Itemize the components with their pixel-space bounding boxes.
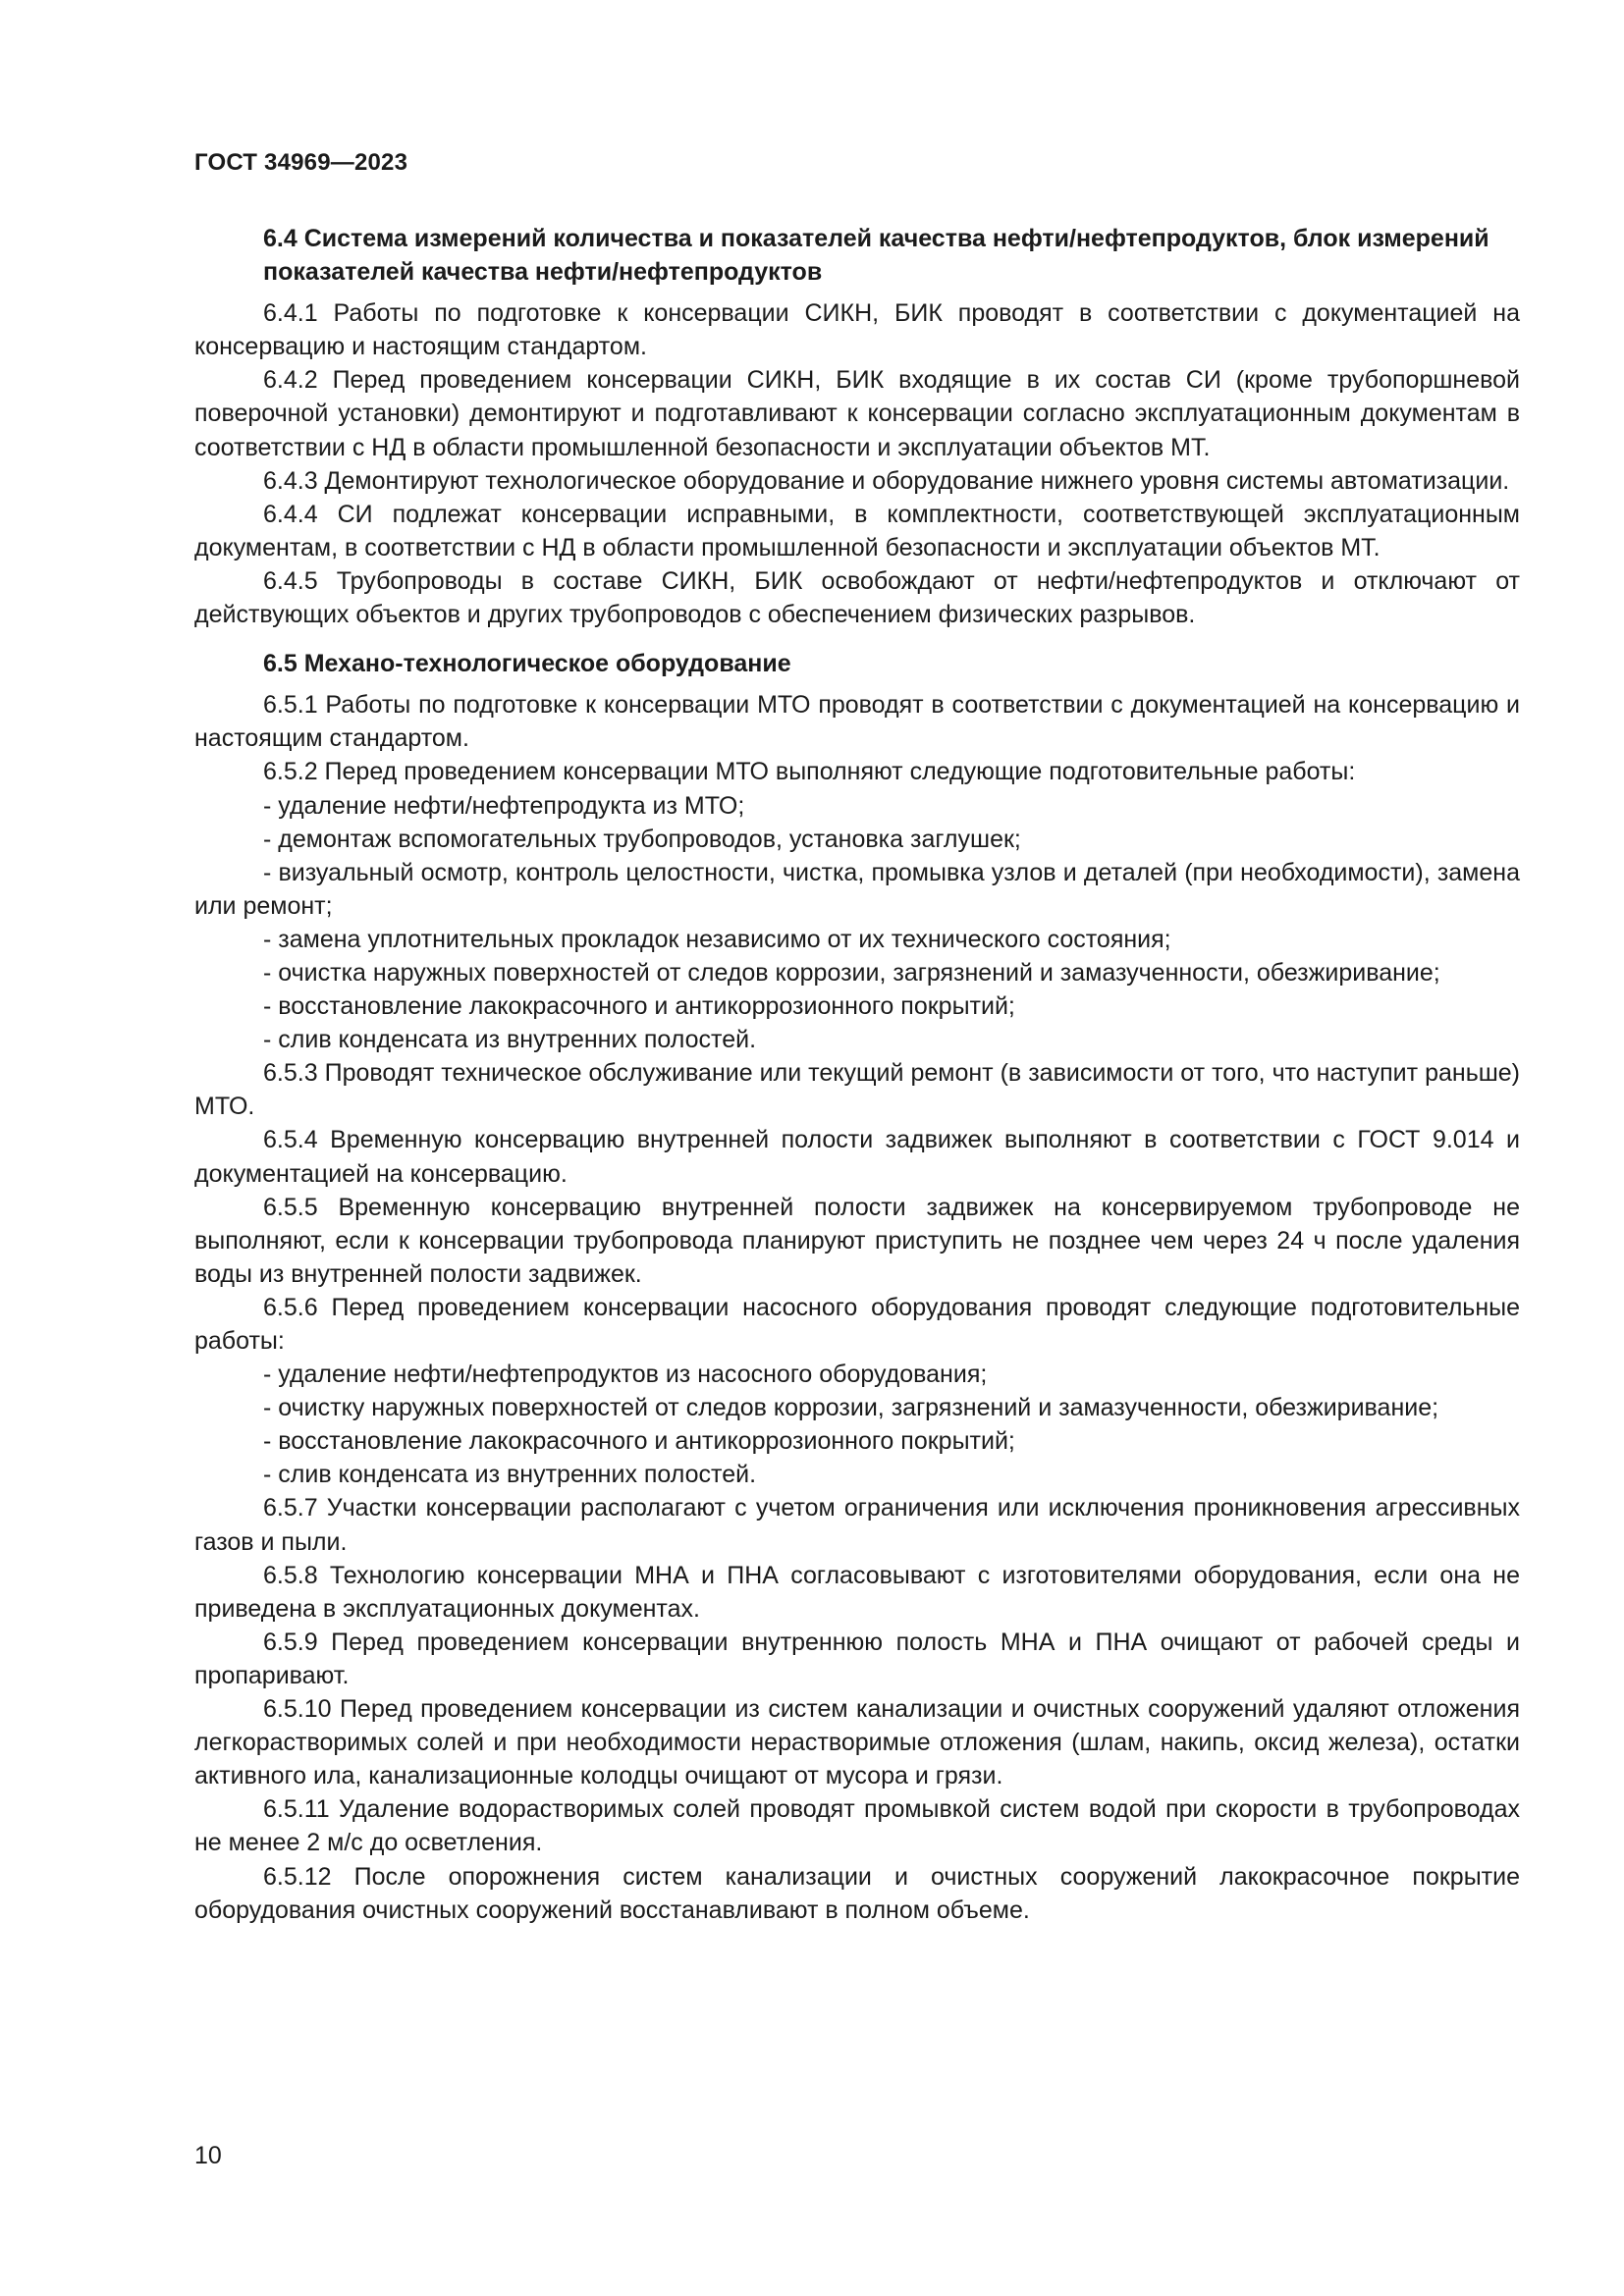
- list-item: - очистка наружных поверхностей от следов коррозии, загрязнений и замазученности, обезжиривание;: [263, 958, 1440, 987]
- list-item: - восстановление лакокрасочного и антикоррозионного покрытий;: [263, 1427, 1015, 1456]
- document-header: ГОСТ 34969—2023: [194, 149, 408, 176]
- list-item: - восстановление лакокрасочного и антикоррозионного покрытий;: [263, 992, 1015, 1021]
- paragraph: 6.5.10 Перед проведением консервации из систем канализации и очистных сооружений удаляют отложения легкорастворимых солей и при необходимости нерастворимые отложения (шлам, накипь, оксид железа), остатки активного ила, канализационные колодцы очищают от мусора и грязи.: [194, 1695, 1520, 1790]
- list-item: - демонтаж вспомогательных трубопроводов, установка заглушек;: [263, 825, 1021, 853]
- paragraph: 6.4.5 Трубопроводы в составе СИКН, БИК освобождают от нефти/нефтепродуктов и отключают от действующих объектов и других трубопроводов с обеспечением физических разрывов.: [194, 566, 1520, 629]
- list-item: - очистку наружных поверхностей от следов коррозии, загрязнений и замазученности, обезжиривание;: [263, 1394, 1439, 1422]
- list-item: - слив конденсата из внутренних полостей.: [263, 1026, 757, 1054]
- list-item: - слив конденсата из внутренних полостей.: [263, 1461, 757, 1489]
- section-heading: 6.5 Механо-технологическое оборудование: [263, 650, 791, 678]
- list-item: - замена уплотнительных прокладок независимо от их технического состояния;: [263, 925, 1171, 953]
- paragraph: 6.5.6 Перед проведением консервации насосного оборудования проводят следующие подготовительные работы:: [194, 1293, 1520, 1355]
- list-item: - удаление нефти/нефтепродуктов из насосного оборудования;: [263, 1361, 988, 1389]
- paragraph: 6.4.1 Работы по подготовке к консервации СИКН, БИК проводят в соответствии с документацией на консервацию и настоящим стандартом.: [194, 299, 1520, 361]
- paragraph: 6.5.2 Перед проведением консервации МТО выполняют следующие подготовительные работы:: [263, 758, 1356, 786]
- paragraph: 6.5.5 Временную консервацию внутренней полости задвижек на консервируемом трубопроводе не выполняют, если к консервации трубопровода планируют приступить не позднее чем через 24 ч после удаления воды из внутренней полости задвижек.: [194, 1193, 1520, 1288]
- paragraph: 6.5.3 Проводят техническое обслуживание или текущий ремонт (в зависимости от того, что наступит раньше) МТО.: [194, 1059, 1520, 1121]
- paragraph: 6.5.9 Перед проведением консервации внутреннюю полость МНА и ПНА очищают от рабочей среды и пропаривают.: [194, 1628, 1520, 1689]
- page-number: 10: [194, 2142, 222, 2169]
- paragraph: 6.5.12 После опорожнения систем канализации и очистных сооружений лакокрасочное покрытие оборудования очистных сооружений восстанавливают в полном объеме.: [194, 1862, 1520, 1924]
- document-body: [194, 222, 1520, 1927]
- paragraph: 6.4.4 СИ подлежат консервации исправными, в комплектности, соответствующей эксплуатационным документам, в соответствии с НД в области промышленной безопасности и эксплуатации объектов МТ.: [194, 500, 1520, 561]
- list-item: - визуальный осмотр, контроль целостности, чистка, промывка узлов и деталей (при необходимости), замена или ремонт;: [194, 858, 1520, 920]
- paragraph: 6.5.8 Технологию консервации МНА и ПНА согласовывают с изготовителями оборудования, если она не приведена в эксплуатационных документах.: [194, 1561, 1520, 1623]
- list-item: - удаление нефти/нефтепродукта из МТО;: [263, 791, 745, 820]
- paragraph: 6.5.11 Удаление водорастворимых солей проводят промывкой систем водой при скорости в трубопроводах не менее 2 м/с до осветления.: [194, 1795, 1520, 1857]
- paragraph: 6.5.4 Временную консервацию внутренней полости задвижек выполняют в соответствии с ГОСТ 9.014 и документацией на консервацию.: [194, 1126, 1520, 1188]
- paragraph: 6.5.7 Участки консервации располагают с учетом ограничения или исключения проникновения агрессивных газов и пыли.: [194, 1494, 1520, 1556]
- section-heading: 6.4 Система измерений количества и показателей качества нефти/нефтепродуктов, блок измерений показателей качества нефти/нефтепродуктов: [263, 225, 1489, 287]
- paragraph: 6.5.1 Работы по подготовке к консервации МТО проводят в соответствии с документацией на консервацию и настоящим стандартом.: [194, 691, 1520, 753]
- paragraph: 6.4.3 Демонтируют технологическое оборудование и оборудование нижнего уровня системы автоматизации.: [263, 466, 1510, 495]
- paragraph: 6.4.2 Перед проведением консервации СИКН, БИК входящие в их состав СИ (кроме трубопоршневой поверочной установки) демонтируют и подготавливают к консервации согласно эксплуатационным документам в соответствии с НД в области промышленной безопасности и эксплуатации объектов МТ.: [194, 366, 1520, 461]
